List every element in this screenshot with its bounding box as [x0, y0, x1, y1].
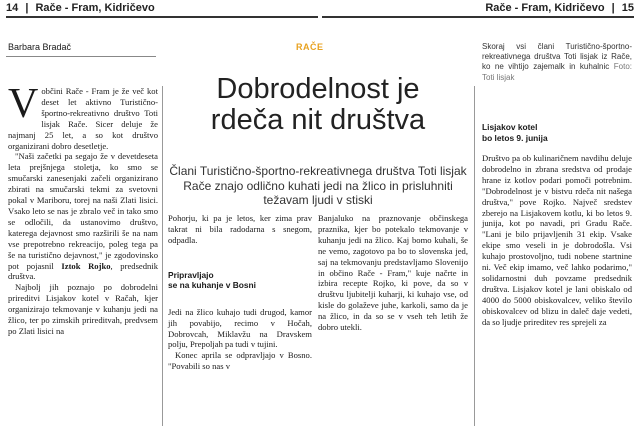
paragraph: "Naši začetki pa segajo že v devetdeseta leta prejšnjega stoletja, ko smo se smučarski zanesenjaki začeli organizirano zbirati na smučarski tekmi za svetovni pokal v Mariboru, torej na naši Zlati lisici. Vsako leto se nas je zbralo več in tako smo se odločili, da ustanovimo društvo, katerega dejavnost smo razširili še na nam vse prepotrebno rekreacijo, poleg tega pa še na turistično dejavnost," je zgodovinsko pot pojasnil Iztok Rojko, predsednik društva. [8, 151, 158, 282]
column-4 [482, 122, 632, 328]
caption-text: Skoraj vsi člani Turistično-športno-rekreativnega društva Toti lisjak iz Rače, ko ne vihtijo zajemalk in kuhalnic [482, 42, 632, 72]
subheading: Lisjakov kotel bo letos 9. junija [482, 122, 548, 143]
headline-line-2: rdeča nit društva [210, 104, 426, 136]
column-divider [162, 86, 163, 426]
drop-cap: V [8, 81, 39, 127]
column-3 [318, 213, 468, 333]
byline: Barbara Bradač [8, 42, 72, 52]
paragraph: Pohorju, ki pa je letos, ker zima prav takrat ni bila radodarna s snegom, odpadla. [168, 213, 312, 245]
person-name: Iztok Rojko [61, 260, 111, 271]
headline-line-1: Dobrodelnost je [216, 73, 420, 105]
byline-rule [6, 56, 156, 57]
left-page-header [6, 2, 155, 14]
photo-caption [482, 42, 632, 83]
header-rule-right [322, 16, 634, 18]
header-divider: | [611, 2, 615, 14]
section-name: Rače - Fram, Kidričevo [485, 2, 605, 14]
paragraph: Banjaluko na praznovanje občinskega praznika, kjer bo potekalo tekmovanje v kuhanju jedi na žlico. Kaj bomo kuhali, še ne vemo, zagotovo pa bo to slovenska jed, saj na tekmovanju predstavljamo Slovenijo in občino Rače - Fram," kuje načrte in izbira recepte Rojko, ki pove, da so v društvu ljubitelji kuharji, ki kuhajo vse, od kisle do golaževe juhe, karkoli, samo da je na žlico, in da so se v vseh teh letih že dobro utekli. [318, 213, 468, 333]
column-1 [8, 81, 158, 337]
caption-credit: Foto: Toti lisjak [482, 62, 632, 82]
page-number: 15 [621, 2, 634, 14]
header-divider: | [25, 2, 29, 14]
headline [168, 74, 468, 136]
paragraph: Jedi na žlico kuhajo tudi drugod, kamor jih povabijo, recimo v Hočah, Dobrovcah, Miklavžu na Dravskem polju, Prepoljah pa tudi v tujini. [168, 306, 312, 350]
subheading: Pripravljajo se na kuhanje v Bosni [168, 269, 256, 291]
lead-paragraph: Člani Turistično-športno-rekreativnega društva Toti lisjak Rače znajo odlično kuhati jedi na žlico in prisluhniti težavam ljudi v stiski [169, 164, 467, 207]
right-page-header [485, 2, 634, 14]
page-number: 14 [6, 2, 19, 14]
paragraph: Konec aprila se odpravljajo v Bosno. "Povabili so nas v [168, 350, 312, 372]
column-divider [474, 86, 475, 426]
section-name: Rače - Fram, Kidričevo [35, 2, 155, 14]
section-tag: RAČE [296, 42, 324, 52]
column-2 [168, 213, 312, 372]
paragraph: Najbolj jih poznajo po dobrodelni prireditvi Lisjakov kotel v Račah, kjer organizirajo tekmovanje v kuhanju jedi na žlico, ter po zimskih prireditvah, predvsem po Zlati lisici na [8, 282, 158, 336]
paragraph: Društvo pa ob kulinaričnem navdihu deluje dobrodelno in zbrana sredstva od prodaje hrane iz kotlov podari pomoči potrebnim. "Dobrodelnost je v bistvu rdeča nit našega društva," pove Rojko. Največ sredstev zberejo na Lisjakovem kotlu, ki bo letos 9. junija, kot po navadi, pri Gradu Rače. "Lani je bilo prijavljenih 31 ekip. Vsake ekipe smo veseli in je dobrodošla. Vsi kuhajo prostovoljno, tudi nobene startnine ni. Več ekip imamo, več lahko podarimo," solidarnostni duh povzame predsednik društva. Lisjakov kotel je lani obiskalo od 4000 do 5000 obiskovalcev, veliko število obiskovalcev od blizu in daleč daje vedeti, da so ljudje prireditev res sprejeli za [482, 153, 632, 327]
paragraph: Vobčini Rače - Fram je že več kot deset let aktivno Turistično-športno-rekreativno društvo Toti lisjak Rače. Sicer deluje že najmanj 25 let, a so kot društvo organizirani dobro desetletje. [8, 81, 158, 151]
header-rule-left [6, 16, 318, 18]
